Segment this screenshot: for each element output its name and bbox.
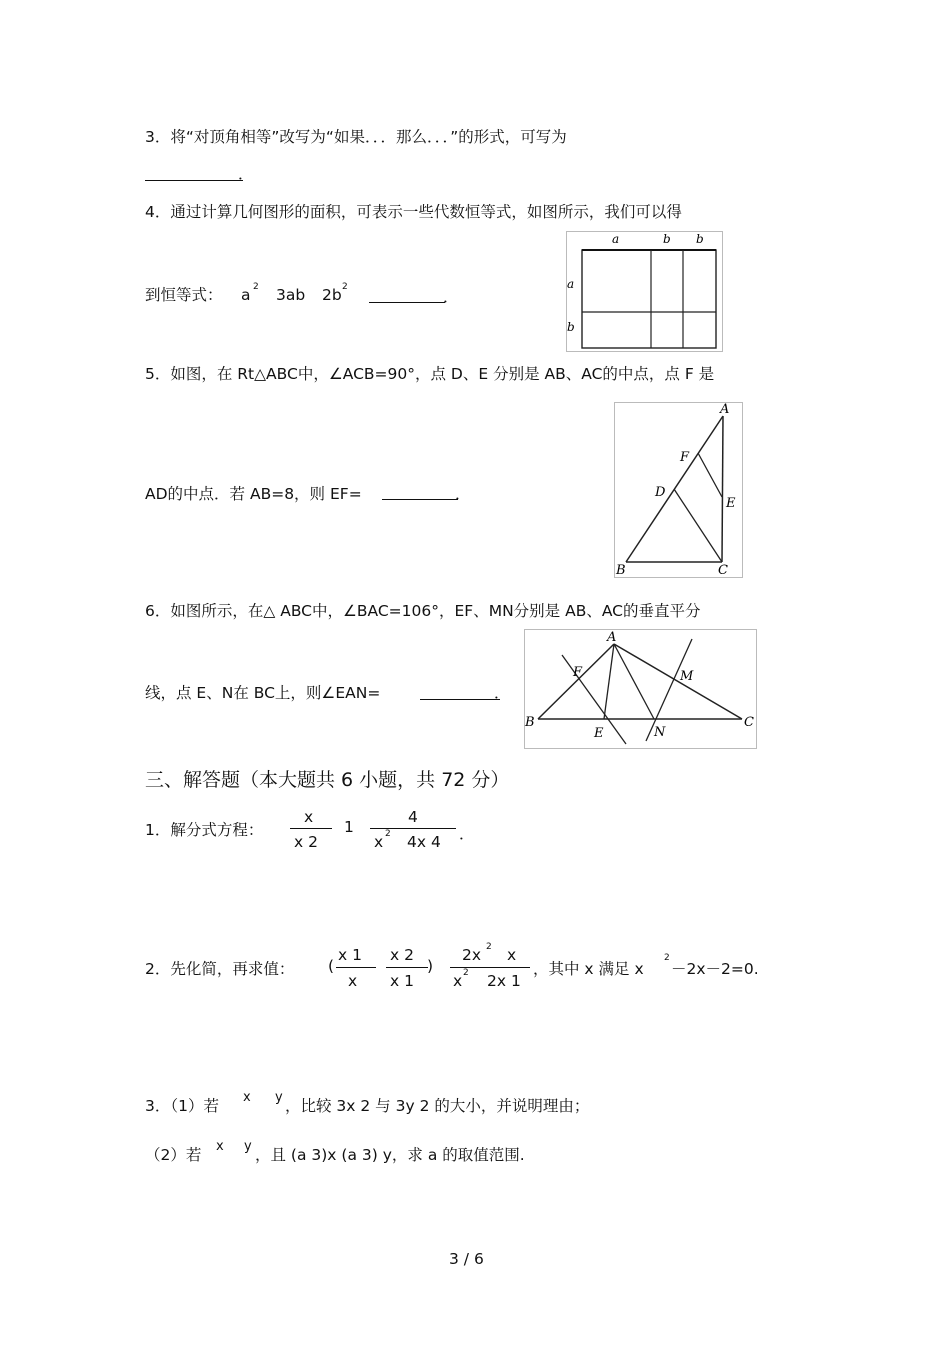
- p1-den2-x: x: [374, 833, 384, 851]
- p2-frac3-line: [450, 967, 530, 968]
- p2-label: 2．先化简，再求值：: [145, 960, 295, 978]
- q4-a2-exp: 2: [253, 282, 259, 292]
- p2-d3-a: x: [453, 972, 463, 990]
- q5-label-C: C: [718, 563, 728, 578]
- p2-n1: x 1: [338, 946, 362, 964]
- q6-label-A: A: [607, 630, 617, 645]
- q5-label-E: E: [726, 496, 736, 511]
- q4-2b2: 2b: [322, 286, 342, 304]
- p3-line1-y: y: [275, 1090, 283, 1105]
- p2-tail-b: －2x－2=0.: [671, 960, 759, 978]
- q5-side-AC: [722, 416, 723, 562]
- q4-3ab: 3ab: [276, 286, 306, 304]
- p2-d2: x 1: [390, 972, 414, 990]
- p1-den2-exp: 2: [385, 829, 391, 839]
- q4-line1: 4．通过计算几何图形的面积，可表示一些代数恒等式，如图所示，我们可以得: [145, 203, 682, 221]
- p1-frac2-line: [370, 828, 456, 829]
- q4-b2-exp: 2: [342, 282, 348, 292]
- q6-label-E: E: [594, 726, 604, 741]
- q4-label-side-b: b: [567, 320, 575, 334]
- p2-n3-exp: 2: [486, 942, 492, 952]
- p1-end: ．: [459, 825, 475, 843]
- p3-line2-a: （2）若: [145, 1146, 202, 1164]
- q5-line2: AD的中点．若 AB=8，则 EF=: [145, 485, 362, 503]
- q6-line2: 线，点 E、N在 BC上，则∠EAN=: [145, 684, 381, 702]
- p3-line2-x: x: [216, 1139, 224, 1154]
- p1-den1: x 2: [294, 833, 318, 851]
- p1-num1: x: [304, 808, 314, 826]
- q6-label-B: B: [525, 715, 535, 730]
- q5-segment-FE: [698, 453, 722, 497]
- p1-num2: 4: [408, 808, 418, 826]
- p3-line2-b: ，且 (a 3)x (a 3) y，求 a 的取值范围.: [255, 1146, 525, 1164]
- p2-frac2-line: [386, 967, 428, 968]
- q4-label-top-b1: b: [663, 232, 671, 246]
- q3-text: 3．将“对顶角相等”改写为“如果．．．那么．．．”的形式，可写为: [145, 128, 567, 146]
- section-title: 三、解答题（本大题共 6 小题，共 72 分）: [145, 769, 510, 791]
- q5-end: ．: [455, 485, 471, 503]
- p2-lparen: (: [328, 957, 335, 975]
- q6-end: ．: [494, 684, 510, 702]
- q5-label-D: D: [655, 485, 666, 500]
- p1-one: 1: [344, 818, 354, 836]
- p2-frac1-line: [336, 967, 376, 968]
- q6-answer-blank: [420, 699, 500, 700]
- q4-prefix: 到恒等式：: [145, 286, 223, 304]
- p2-d3-exp: 2: [463, 968, 469, 978]
- p3-line1-b: ，比较 3x 2 与 3y 2 的大小，并说明理由；: [285, 1097, 590, 1115]
- p2-d3-b: 2x 1: [487, 972, 521, 990]
- p3-line1-a: 3．（1）若: [145, 1097, 219, 1115]
- q5-answer-blank: [382, 499, 458, 500]
- p3-line1-x: x: [243, 1090, 251, 1105]
- q4-label-top-b2: b: [696, 232, 704, 246]
- p1-frac1-line: [290, 828, 332, 829]
- q5-segment-DC: [674, 489, 722, 562]
- q3-answer-blank: [145, 180, 243, 181]
- q4-a2: a: [241, 286, 251, 304]
- q4-answer-blank: [369, 302, 445, 303]
- q4-label-top-a: a: [612, 232, 620, 246]
- q4-end: ．: [443, 288, 459, 306]
- q6-line1: 6．如图所示，在△ ABC中，∠BAC=106°，EF、MN分别是 AB、AC的垂直平分: [145, 602, 701, 620]
- q6-label-N: N: [654, 725, 666, 740]
- q6-label-C: C: [744, 715, 754, 730]
- q4-area-figure: [566, 231, 723, 352]
- p2-tail-exp: 2: [664, 953, 670, 963]
- q5-triangle-figure: [614, 402, 743, 578]
- q4-outer-rect: [582, 250, 716, 348]
- q5-label-B: B: [616, 563, 626, 578]
- q6-bisector-MN: [646, 639, 692, 741]
- q6-side-BA: [538, 644, 614, 719]
- q4-label-side-a: a: [567, 277, 575, 291]
- q6-label-F: F: [573, 665, 583, 680]
- p1-label: 1．解分式方程：: [145, 821, 264, 839]
- q6-side-AC: [614, 644, 742, 719]
- p3-line2-y: y: [244, 1139, 252, 1154]
- p2-tail-a: ，其中 x 满足 x: [533, 960, 644, 978]
- p2-n3-a: 2x: [462, 946, 482, 964]
- q6-segment-AE: [604, 644, 614, 719]
- p2-rparen: ): [427, 957, 434, 975]
- p2-n2: x 2: [390, 946, 414, 964]
- p1-den2-rest: 4x 4: [407, 833, 441, 851]
- page-number: 3 / 6: [449, 1250, 484, 1268]
- q5-line1: 5．如图，在 Rt△ABC中，∠ACB=90°，点 D、E 分别是 AB、AC的中点，点 F 是: [145, 365, 715, 383]
- p2-d1: x: [348, 972, 358, 990]
- q5-label-F: F: [680, 450, 690, 465]
- q5-label-A: A: [720, 402, 730, 417]
- q6-triangle-figure: [524, 629, 757, 749]
- q3-end: ．: [238, 165, 254, 183]
- p2-n3-b: x: [507, 946, 517, 964]
- q6-label-M: M: [680, 669, 694, 684]
